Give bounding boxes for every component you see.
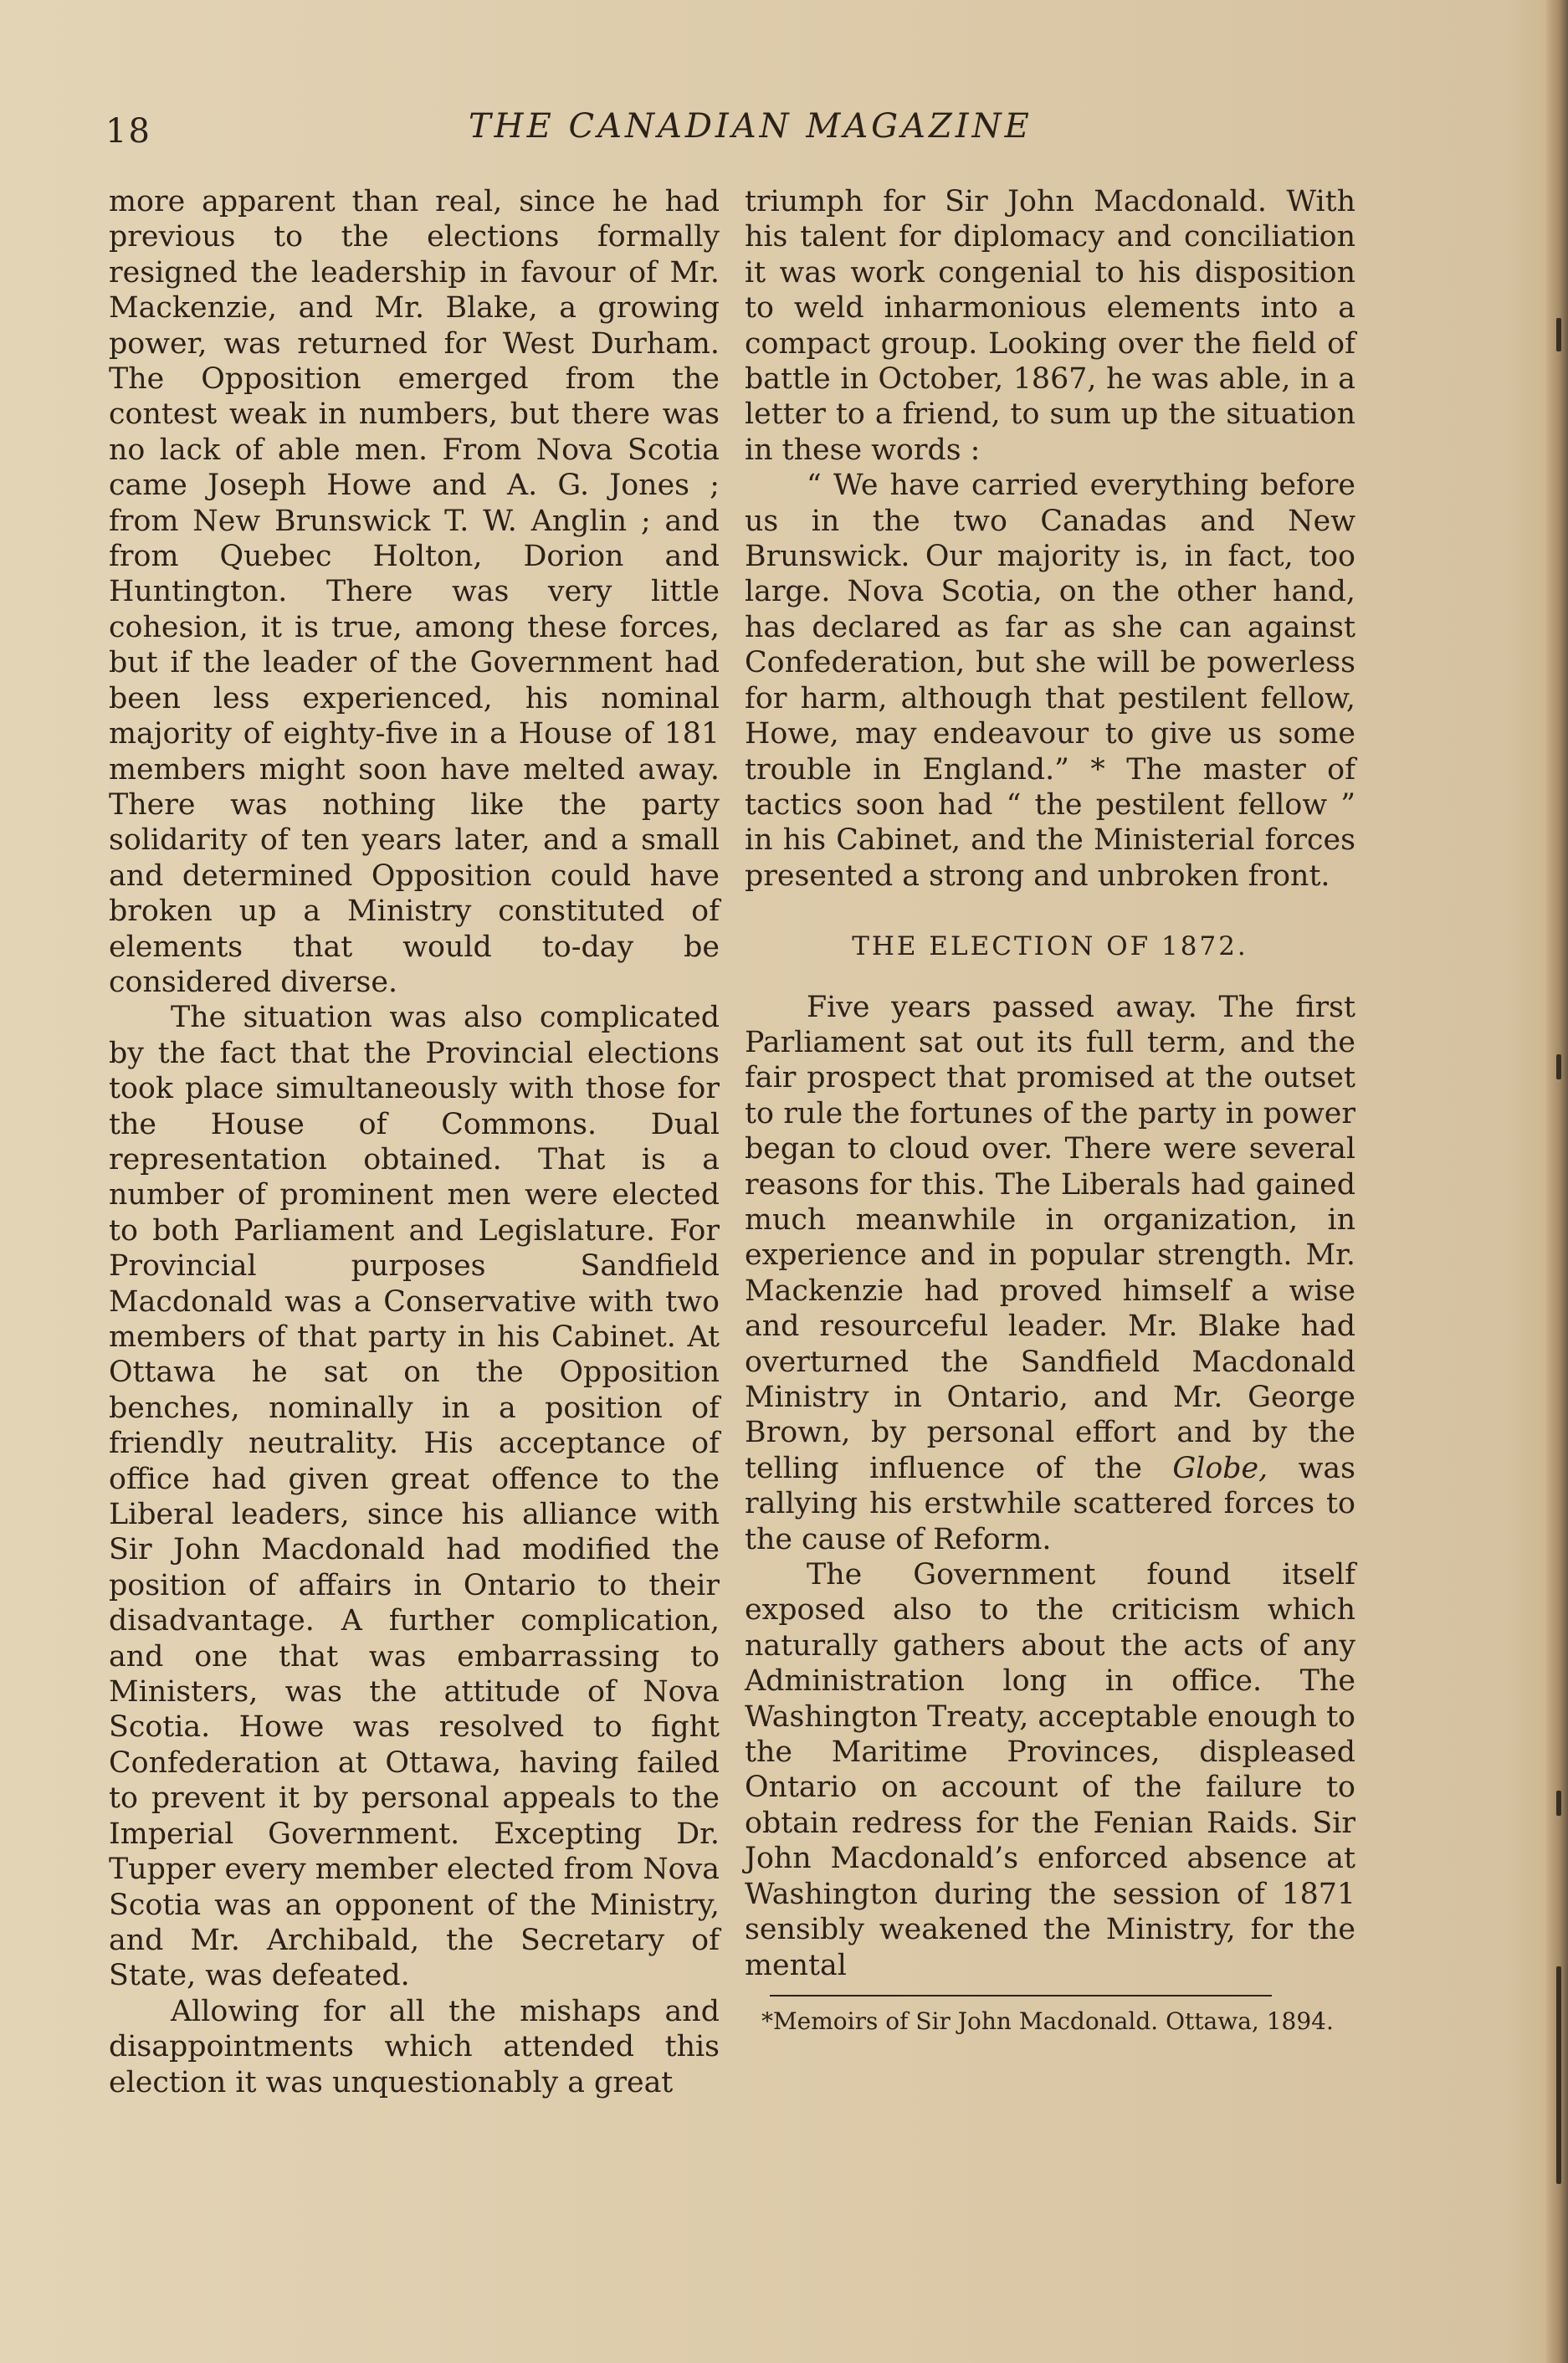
paragraph-text: was rallying his erstwhile scattered forces to the cause of Reform. <box>745 1451 1356 1556</box>
paragraph: The situation was also complicated by the fact that the Provincial elections took place simultaneously with those for the House of Commons. Dual representation obtained. That is a number of prominent men were elected to both Parliament and Legislature. For Provincial purposes Sandfield Macdonald was a Conservative with two members of that party in his Cabinet. At Ottawa he sat on the Opposition benches, nominally in a position of friendly neutrality. His acceptance of office had given great offence to the Liberal leaders, since his alliance with Sir John Macdonald had modified the position of affairs in Ontario to their disadvantage. A further complication, and one that was embarrassing to Ministers, was the attitude of Nova Scotia. Howe was resolved to fight Confederation at Ottawa, having failed to prevent it by personal appeals to the Imperial Government. Excepting Dr. Tupper every member elected from Nova Scotia was an opponent of the Ministry, and Mr. Archibald, the Secretary of State, was defeated. <box>109 1001 720 1993</box>
page-binding-edge <box>1546 0 1568 2363</box>
paragraph: Allowing for all the mishaps and disappointments which attended this election it was unquestionably a great <box>109 1994 720 2099</box>
paragraph: The Government found itself exposed also to the criticism which naturally gathers about the acts of any Administration long in office. The Washington Treaty, acceptable enough to the Maritime Provinces, displeased Ontario on account of the failure to obtain redress for the Fenian Raids. Sir John Macdonald’s enforced absence at Washington during the session of 1871 sensibly weakened the Ministry, for the mental <box>745 1558 1355 1982</box>
section-heading: THE ELECTION OF 1872. <box>852 931 1248 962</box>
newspaper-title: Globe, <box>1172 1451 1268 1485</box>
paragraph-text: Five years passed away. The first Parliament sat out its full term, and the fair prospect that promised at the outset to rule the fortunes of the party in power began to cloud over. There were several reasons for this. The Liberals had gained much meanwhile in organization, in experience and in popular strength. Mr. Mackenzie had proved himself a wise and resourceful leader. Mr. Blake had overturned the Sandfield Macdonald Ministry in Ontario, and Mr. George Brown, by personal effort and by the telling influence of the <box>745 990 1355 1485</box>
left-column <box>109 184 720 2100</box>
edge-mark <box>1556 1054 1561 1079</box>
edge-mark <box>1556 1791 1561 1816</box>
paragraph <box>745 990 1355 1558</box>
edge-mark <box>1556 318 1561 351</box>
footnote-divider <box>770 1995 1272 1997</box>
quotation-paragraph: “ We have carried everything before us in the two Canadas and New Brunswick. Our majority is, in fact, too large. Nova Scotia, on the other hand, has declared as far as she can against Confederation, but she will be powerless for harm, although that pestilent fellow, Howe, may endeavour to give us some trouble in England.” * The master of tactics soon had “ the pestilent fellow ” in his Cabinet, and the Ministerial forces presented a strong and unbroken front. <box>745 469 1355 893</box>
footnote: *Memoirs of Sir John Macdonald. Ottawa, 1894. <box>761 2007 1334 2035</box>
edge-mark <box>1556 1966 1561 2184</box>
page-number: 18 <box>105 112 151 151</box>
running-title: THE CANADIAN MAGAZINE <box>469 107 1033 146</box>
page-header <box>100 107 1372 157</box>
right-column <box>745 184 1355 2037</box>
paragraph: more apparent than real, since he had previous to the elections formally resigned the leadership in favour of Mr. Mackenzie, and Mr. Blake, a growing power, was returned for West Durham. The Opposition emerged from the contest weak in numbers, but there was no lack of able men. From Nova Scotia came Joseph Howe and A. G. Jones ; from New Brunswick T. W. Anglin ; and from Quebec Holton, Dorion and Huntington. There was very little cohesion, it is true, among these forces, but if the leader of the Government had been less experienced, his nominal majority of eighty-five in a House of 181 members might soon have melted away. There was nothing like the party solidarity of ten years later, and a small and determined Opposition could have broken up a Ministry constituted of elements that would to-day be considered diverse. <box>109 185 720 999</box>
paragraph: triumph for Sir John Macdonald. With his talent for diplomacy and conciliation it was work congenial to his disposition to weld inharmonious elements into a compact group. Looking over the field of battle in October, 1867, he was able, in a letter to a friend, to sum up the situation in these words : <box>745 185 1355 467</box>
